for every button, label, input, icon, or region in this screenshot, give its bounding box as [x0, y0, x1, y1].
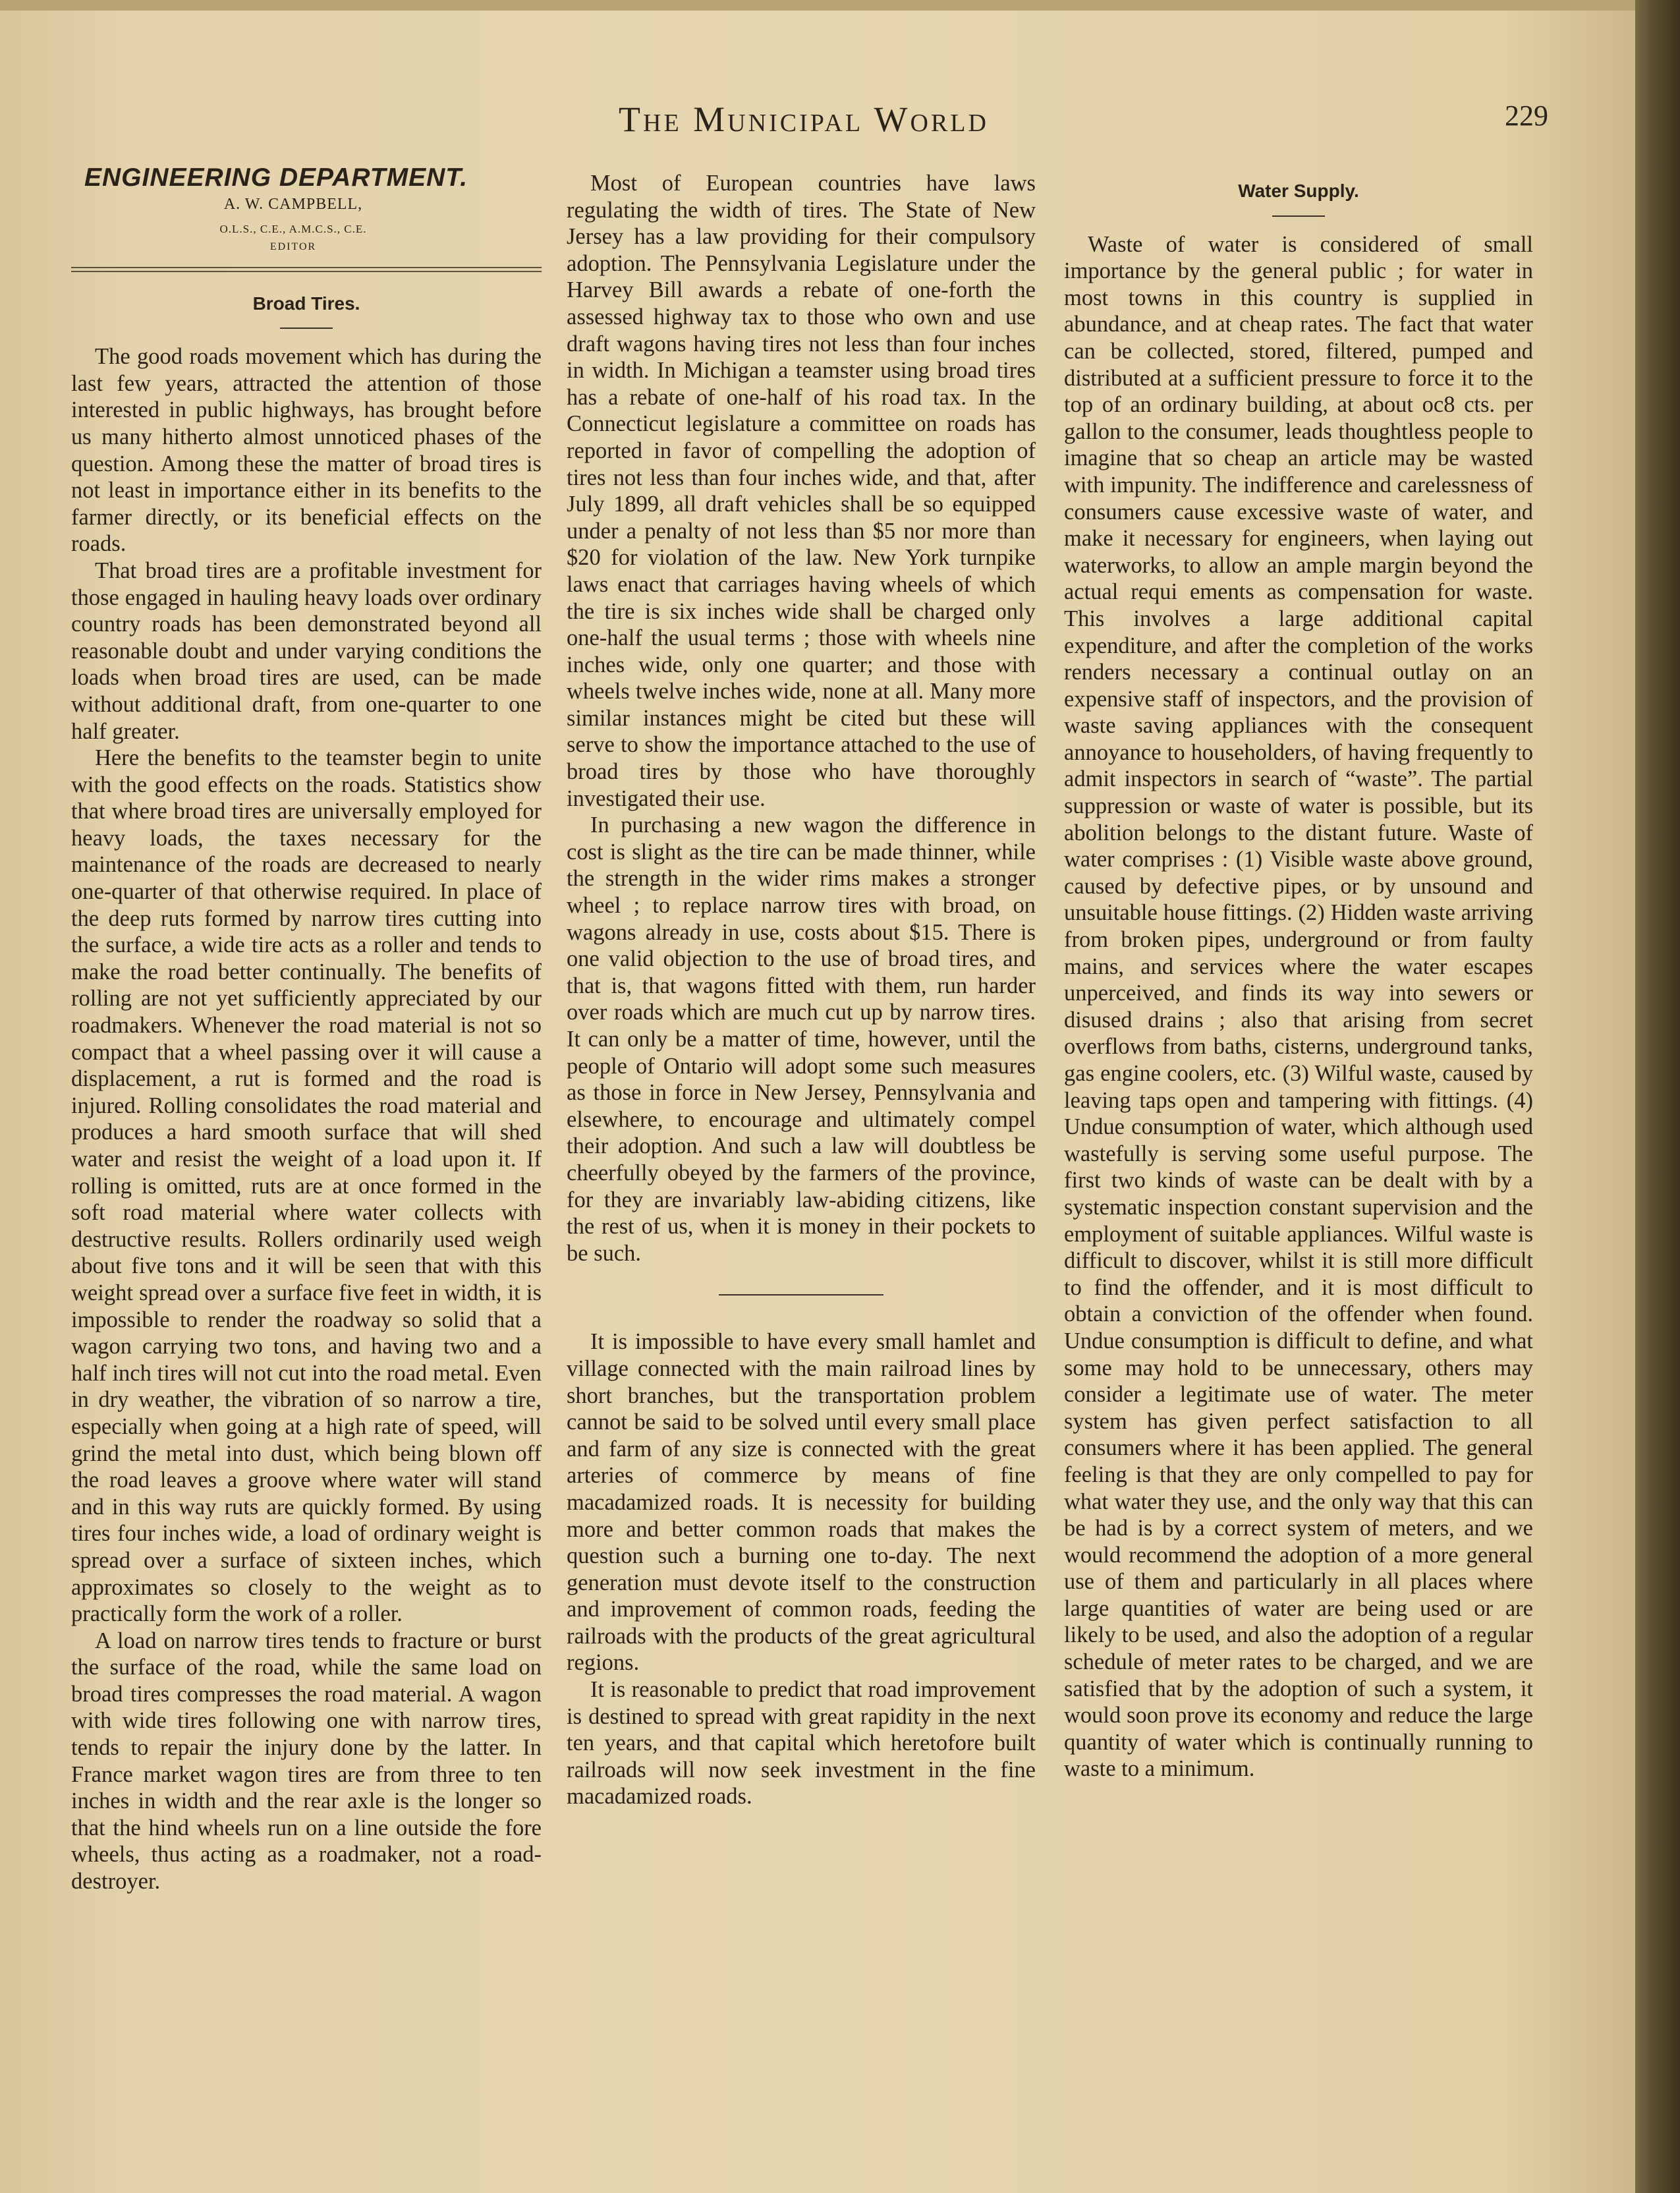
column-left [71, 165, 542, 1895]
page-number: 229 [1505, 100, 1548, 132]
paragraph: In purchasing a new wagon the difference in cost is slight as the tire can be made thinner, while the strength in the wider rims makes a stronger wheel ; to replace narrow tires with broad, on wagons already in use, costs about $15. There is one valid objection to the use of broad tires, and that is, that wagons fitted with them, run harder over roads which are much cut up by narrow tires. It can only be a matter of time, however, until the people of Ontario will adopt some such measures as those in force in New Jersey, Pennsylvania and elsewhere, to encourage and ultimately compel their adoption. And such a law will doubtless be cheerfully obeyed by the farmers of the province, for they are invariably law-abiding citizens, like the rest of us, when it is money in their pockets to be such. [567, 812, 1036, 1266]
paragraph: That broad tires are a profitable investment for those engaged in hauling heavy loads over ordinary country roads has been demonstrated beyond all reasonable doubt and under varying conditions the loads when broad tires are used, can be made without additional draft, from one-quarter to one half greater. [71, 557, 542, 744]
short-rule-divider [1272, 215, 1325, 217]
editor-credentials: O.L.S., C.E., A.M.C.S., C.E. [219, 222, 367, 235]
double-rule-divider [71, 267, 542, 272]
column-middle [567, 170, 1036, 1810]
paragraph: Here the benefits to the teamster begin to unite with the good effects on the roads. Statistics show that where broad tires are universally employed for heavy loads, the taxes necessary for the maintenance of the roads are decreased to nearly one-quarter of that otherwise required. In place of the deep ruts formed by narrow tires cutting into the surface, a wide tire acts as a roller and tends to make the road better continually. The benefits of rolling are not yet sufficiently appreciated by our roadmakers. Whenever the road material is not so compact that a wheel passing over it will cause a displacement, a rut is formed and the road is injured. Rolling consolidates the road material and produces a hard smooth surface that will shed water and resist the weight of a load upon it. If rolling is omitted, ruts are at once formed in the soft road material where water collects with destructive results. Rollers ordinarily used weigh about five tons and it will be seen that with this weight spread over a surface five feet in width, it is impossible to render the roadway so solid that a wagon carrying two tons, and having two and a half inch tires will not cut into the road metal. Even in dry weather, the vibration of so narrow a tire, especially when going at a high rate of speed, will grind the metal into dust, which being blown off the road leaves a groove where water will stand and in this way ruts are quickly formed. By using tires four inches wide, a load of ordinary weight is spread over a surface of sixteen inches, which approximates so closely to the weight as to practically form the work of a roller. [71, 745, 542, 1627]
department-title: ENGINEERING DEPARTMENT. [84, 163, 468, 192]
section-title-water-supply: Water Supply. [1238, 181, 1359, 201]
paragraph: It is impossible to have every small hamlet and village connected with the main railroad lines by short branches, but the transportation problem cannot be said to be solved until every small place and farm of any size is connected with the great arteries of commerce by means of fine macadamized roads. It is necessity for building more and better common roads that makes the question such a burning one to-day. The next generation must devote itself to the construction and improvement of common roads, feeding the railroads with the products of the great agricultural regions. [567, 1329, 1036, 1676]
paragraph: Most of European countries have laws regulating the width of tires. The State of New Jersey has a law providing for their compulsory adoption. The Pennsylvania Legislature under the Harvey Bill awards a rebate of one-forth the assessed highway tax to those who own and use draft wagons having tires not less than four inches in width. In Michigan a teamster using broad tires has a rebate of one-half of his road tax. In the Connecticut legislature a committee on roads has reported in favor of compelling the adoption of tires not less than four inches wide, and that, after July 1899, all draft vehicles shall be so equipped under a penalty of not less than $5 nor more than $20 for violation of the law. New York turnpike laws enact that carriages having wheels of which the tire is six inches wide shall be charged only one-half the usual terms ; those with wheels nine inches wide, only one quarter; and those with wheels twelve inches wide, none at all. Many more similar instances might be cited but these will serve to show the importance attached to the use of broad tires by those who have thoroughly investigated their use. [567, 171, 1036, 811]
section-divider [719, 1294, 883, 1296]
book-spine-edge [1635, 0, 1680, 2193]
short-rule-divider [280, 328, 333, 329]
editor-name: A. W. CAMPBELL, [223, 195, 363, 213]
running-head: The Municipal World [619, 100, 989, 139]
article-body-part-1 [71, 343, 542, 1894]
paragraph: A load on narrow tires tends to fracture or burst the surface of the road, while the same load on broad tires compresses the road material. A wagon with wide tires following one with narrow tires, tends to repair the injury done by the latter. In France market wagon tires are from three to ten inches in width and the rear axle is the longer so that the hind wheels run on a line outside the fore wheels, thus acting as a roadmaker, not a road-destroyer. [71, 1628, 542, 1894]
paragraph: It is reasonable to predict that road improvement is destined to spread with great rapidity in the next ten years, and that capital which heretofore built railroads will now seek investment in the fine macadamized roads. [567, 1677, 1036, 1809]
paragraph: The good roads movement which has during the last few years, attracted the attention of those interested in public highways, has brought before us many hitherto almost unnoticed phases of the question. Among these the matter of broad tires is not least in importance either in its benefits to the farmer directly, or its beneficial effects on the roads. [71, 344, 542, 557]
editor-label: EDITOR [269, 241, 317, 252]
paragraph: Waste of water is considered of small importance by the general public ; for water in most towns in this country is supplied in abundance, and at cheap rates. The fact that water can be collected, stored, filtered, pumped and distributed at a sufficient pressure to force it to the top of an ordinary building, at about oc8 cts. per gallon to the consumer, leads thoughtless people to imagine that so cheap an article may be wasted with impunity. The indifference and carelessness of consumers cause excessive waste of water, and make it necessary for engineers, when laying out waterworks, to allow an ample margin beyond the actual requi ements as compensation for waste. This involves a large additional capital expenditure, and after the completion of the works renders necessary a continual outlay on an expensive staff of inspectors, and the provision of waste saving appliances with the consequent annoyance to householders, of having frequently to admit inspectors in search of “waste”. The partial suppression or waste of water is possible, but its abolition belongs to the distant future. Waste of water comprises : (1) Visible waste above ground, caused by defective pipes, or by unsound and unsuitable house fittings. (2) Hidden waste arriving from broken pipes, underground or from faulty mains, and services where the water escapes unperceived, and finds its way into sewers or disused drains ; also that arising from secret overflows from baths, cisterns, underground tanks, gas engine coolers, etc. (3) Wilful waste, caused by leaving taps open and tampering with fittings. (4) Undue consumption of water, which although used wastefully is serving some useful purpose. The first two kinds of waste can be dealt with by a systematic inspection constant supervision and the employment of suitable appliances. Wilful waste is difficult to discover, whilst it is still more difficult to find the offender, and it is most difficult to obtain a conviction of the offender when found. Undue consumption is difficult to define, and what some may hold to be unnecessary, others may consider a legitimate use of water. The meter system has given perfect satisfaction to all consumers where it has been applied. The general feeling is that they are only compelled to pay for what water they use, and the only way that this can be had is by a correct system of meters, and we would recommend the adoption of a more general use of them and particularly in all places where large quantities of water are being used or are likely to be used, and also the adoption of a regular schedule of meter rates to be charged, and we are satisfied that by the adoption of such a system, it would soon prove its economy and reduce the large quantity of water which is continually running to waste to a minimum. [1064, 231, 1533, 1782]
section-title-broad-tires: Broad Tires. [252, 293, 360, 314]
page-top-edge [0, 0, 1635, 11]
column-right [1064, 165, 1533, 1782]
